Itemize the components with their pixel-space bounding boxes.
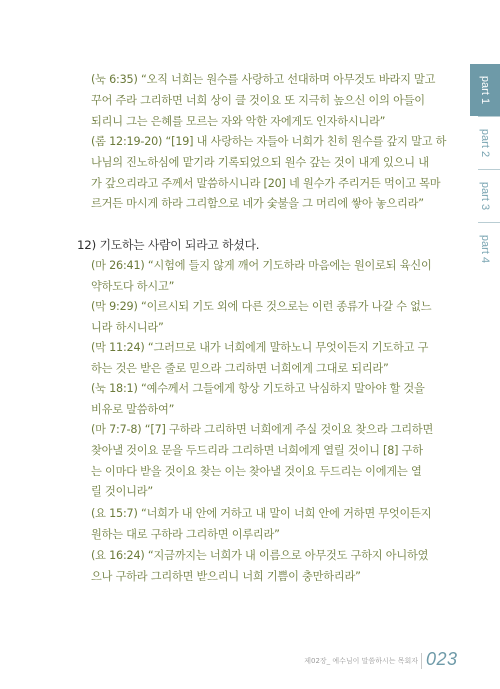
verse-line: 나님의 진노하심에 맡기라 기록되었으되 원수 갚는 것이 내게 있으니 내 bbox=[91, 155, 429, 169]
verse-line: 르거든 마시게 하라 그리함으로 네가 숯불을 그 머리에 쌓아 놓으리라” bbox=[91, 197, 424, 211]
verse-line: 비유로 말씀하여” bbox=[91, 402, 175, 416]
verse-block-mark-9-29 bbox=[91, 297, 446, 339]
verse-line: 릴 것이니라” bbox=[91, 485, 153, 499]
tab-label: part 1 bbox=[478, 75, 491, 105]
tab-label: part 2 bbox=[478, 128, 491, 158]
tab-label: part 3 bbox=[478, 181, 491, 211]
verse-line: 원하는 대로 구하라 그리하면 이루리라” bbox=[91, 527, 280, 541]
verse-block-john-15-7 bbox=[91, 504, 446, 546]
verse-block-romans-12-19 bbox=[91, 132, 446, 215]
verse-block-matthew-7-7 bbox=[91, 420, 446, 503]
verse-block-john-16-24 bbox=[91, 546, 446, 588]
verse-block-luke-6-35 bbox=[91, 70, 446, 132]
verse-line: (롬 12:19-20) “[19] 내 사랑하는 자들아 너희가 친히 원수를 갚지 말고 하 bbox=[91, 135, 447, 148]
verse-line: 으나 구하라 그리하면 받으리니 너희 기쁨이 충만하리라” bbox=[91, 569, 361, 583]
verse-line: (마 26:41) “시험에 들지 않게 깨어 기도하라 마음에는 원이로되 육신이 bbox=[91, 259, 432, 272]
verse-line: (눅 6:35) “오직 너희는 원수를 사랑하고 선대하며 아무것도 바라지 말고 bbox=[91, 73, 436, 86]
verse-line: (막 9:29) “이르시되 기도 외에 다른 것으로는 이런 종류가 나갈 수 없느 bbox=[91, 300, 432, 313]
verse-line: (막 11:24) “그러므로 내가 너희에게 말하노니 무엇이든지 기도하고 구 bbox=[91, 341, 429, 354]
verse-line: (눅 18:1) “예수께서 그들에게 항상 기도하고 낙심하지 말아야 할 것을 bbox=[91, 382, 425, 395]
tab-label: part 4 bbox=[478, 234, 491, 264]
verse-line: (요 15:7) “너희가 내 안에 거하고 내 말이 너희 안에 거하면 무엇이든지 bbox=[91, 507, 432, 520]
verse-line: (마 7:7-8) “[7] 구하라 그리하면 너희에게 주실 것이요 찾으라 그리하면 bbox=[91, 423, 434, 436]
verse-line: 꾸어 주라 그리하면 너희 상이 클 것이요 또 지극히 높으신 이의 아들이 bbox=[91, 93, 425, 107]
part-tabs bbox=[470, 64, 500, 275]
verse-line: 하는 것은 받은 줄로 믿으라 그리하면 너희에게 그대로 되리라” bbox=[91, 361, 389, 375]
tab-part-3[interactable] bbox=[470, 170, 500, 222]
tab-part-2[interactable] bbox=[470, 117, 500, 169]
verse-line: 는 이마다 받을 것이요 찾는 이는 찾아낼 것이요 두드리는 이에게는 열 bbox=[91, 464, 422, 478]
tab-part-4[interactable] bbox=[470, 223, 500, 275]
verse-line: (요 16:24) “지금까지는 너희가 내 이름으로 아무것도 구하지 아니하였 bbox=[91, 549, 429, 562]
verse-line: 되리니 그는 은혜를 모르는 자와 악한 자에게도 인자하시니라” bbox=[91, 114, 386, 128]
tab-part-1[interactable] bbox=[470, 64, 500, 116]
verse-line: 약하도다 하시고” bbox=[91, 279, 175, 293]
verse-block-mark-11-24 bbox=[91, 338, 446, 380]
chapter-title: 제02장_ 예수님이 말씀하시는 목회자 bbox=[304, 657, 418, 665]
verse-block-matthew-26-41 bbox=[91, 256, 446, 298]
verse-line: 가 갚으리라고 주께서 말씀하시니라 [20] 네 원수가 주리거든 먹이고 목마 bbox=[91, 176, 441, 190]
verse-block-luke-18-1 bbox=[91, 379, 446, 421]
verse-line: 니라 하시니라” bbox=[91, 320, 164, 334]
verse-line: 찾아낼 것이요 문을 두드리라 그리하면 너희에게 열릴 것이니 [8] 구하 bbox=[91, 443, 423, 457]
page-number: 023 bbox=[426, 649, 458, 669]
section-heading: 12) 기도하는 사람이 되라고 하셨다. bbox=[77, 238, 260, 252]
page-footer bbox=[300, 649, 500, 673]
footer-divider bbox=[421, 653, 422, 669]
